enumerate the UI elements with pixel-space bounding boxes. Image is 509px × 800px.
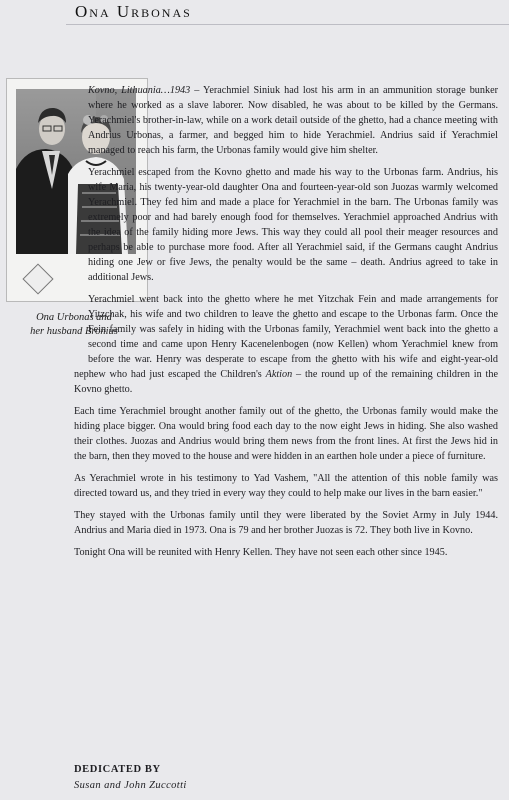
page-title: Ona Urbonas	[75, 2, 192, 21]
paragraph-3-text-b: – the round up of the remaining children in the Kovno ghetto.	[74, 369, 498, 395]
dedicatees: Susan and John Zuccotti	[74, 780, 187, 791]
paragraph-3-text-a: Yerachmiel went back into the ghetto where he met Yitzchak Fein and made arrangements for Yitzchak, his wife and two children to leave the ghetto and escape to the Urbonas farm. Once the Fein family was safely in hiding with the Urbonas family, Yerachmiel went back into the ghetto a second time and came upon Henry Kacenelenbogen (now Kellen) whom Yerachmiel knew from before the war. Henry was desperate to escape from the ghetto with his wife and eight-year-old nephew who had just escaped the Children's	[74, 294, 498, 380]
paragraph-1-text: – Yerachmiel Siniuk had lost his arm in an ammunition storage bunker where he worked as a slave laborer. Now disabled, he was about to be killed by the Germans. Yerachmiel's brother-in-law, while on a work detail outside of the ghetto, had a chance meeting with Andrius Urbonas, a farmer, and begged him to hide Yerachmiel. Andrius said if Yerachmiel managed to reach his farm, the Urbonas family would give him shelter.	[88, 85, 498, 156]
paragraph-4: Each time Yerachmiel brought another family out of the ghetto, the Urbonas family would make the hiding place bigger. Ona would bring food each day to the now eight Jews in hiding. She also washed their clothes. Juozas and Andrius would bring them news from the front lines. At first the Jews hid in the barn, then they moved to the house and were hidden in an earthen hole under a piece of furniture.	[74, 406, 498, 462]
photo-wrap-space	[0, 83, 88, 359]
paragraph-3	[74, 292, 498, 397]
paragraph-5: As Yerachmiel wrote in his testimony to Yad Vashem, "All the attention of this noble family was directed toward us, and they tried in every way they could to help make our lives in the barn easier."	[74, 473, 498, 499]
dedicated-label: DEDICATED BY	[74, 764, 161, 775]
dateline: Kovno, Lithuania…1943	[88, 85, 191, 96]
aktion-term: Aktion	[265, 369, 293, 380]
paragraph-6: They stayed with the Urbonas family until they were liberated by the Soviet Army in July 1944. Andrius and Maria died in 1973. Ona is 79 and her brother Juozas is 72. They both live in Kovno.	[74, 510, 498, 536]
paragraph-7: Tonight Ona will be reunited with Henry Kellen. They have not seen each other since 1945.	[74, 547, 448, 558]
caption-line-2: her husband Bronius	[30, 326, 118, 337]
article-body	[74, 83, 498, 567]
caption-line-1: Ona Urbonas and	[36, 312, 112, 323]
paragraph-2: Yerachmiel escaped from the Kovno ghetto and made his way to the Urbonas farm. Andrius, his wife Maria, his twenty-year-old daughter Ona and fourteen-year-old son Juozas warmly welcomed Yerachmiel. They fed him and made a place for Yerachmiel in the barn. The Urbonas family was extremely poor and had barely enough food for themselves. Yerachmiel approached Andrius with the idea of the family hiding more Jews. This way they could all pool their meager resources and perhaps be able to purchase more food. After all Yerachmiel said, if the Germans caught Andrius hiding one Jew or five Jews, the penalty would be the same – death. Andrius agreed to take in additional Jews.	[88, 167, 498, 283]
title-rule	[66, 24, 509, 25]
paragraph-1	[74, 83, 498, 158]
